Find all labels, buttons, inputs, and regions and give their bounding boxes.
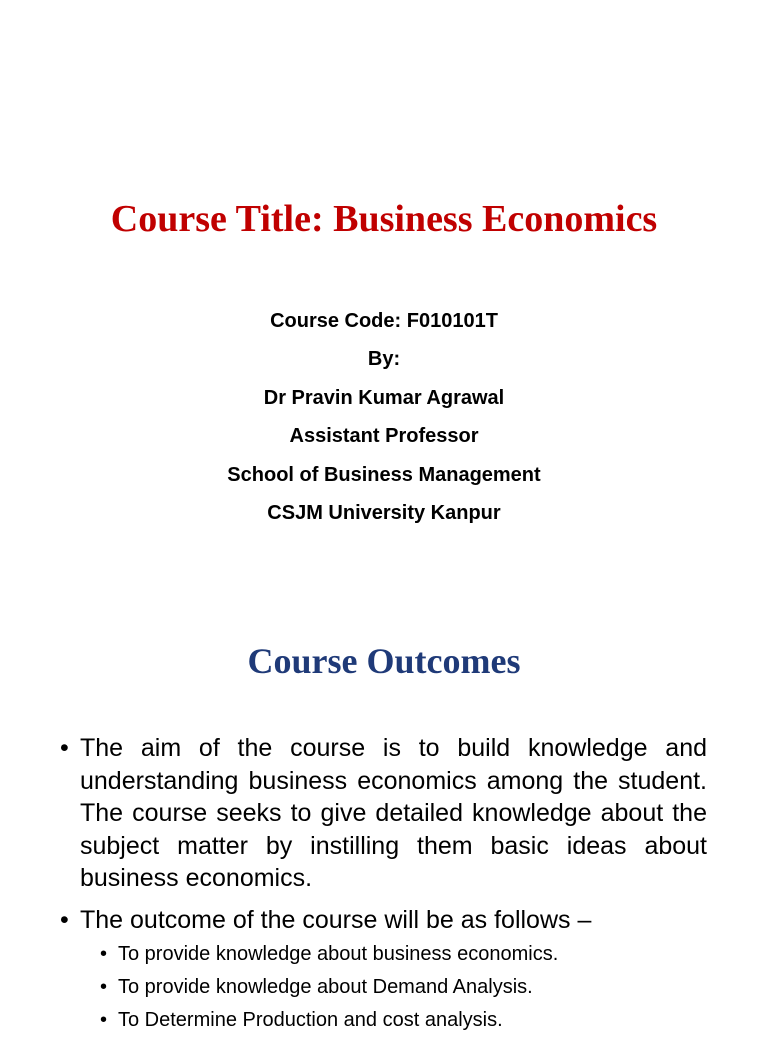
sub-list-item: [60, 1004, 707, 1037]
bullet-text: The aim of the course is to build knowledge and understanding business economics among the student. The course seeks to give detailed knowledge about the subject matter by instilling them basic ideas about business economics.: [80, 734, 707, 892]
sub-bullet-text: To provide knowledge about business economics.: [118, 943, 559, 965]
sub-list: [60, 938, 707, 1037]
sub-list-item: [60, 938, 707, 971]
list-item: [60, 732, 707, 895]
sub-bullet-text: To provide knowledge about Demand Analysis.: [118, 976, 533, 998]
bullet-icon: •: [60, 734, 69, 762]
bullet-icon: •: [100, 976, 108, 998]
bullet-icon: •: [100, 943, 108, 965]
course-title: Course Title: Business Economics: [110, 198, 658, 240]
bullet-icon: •: [60, 905, 69, 934]
university: CSJM University Kanpur: [267, 501, 501, 524]
bullet-icon: •: [100, 1009, 108, 1031]
outcomes-list: [60, 732, 707, 1037]
course-code: Course Code: F010101T: [270, 310, 498, 332]
sub-bullet-text: To Determine Production and cost analysis.: [118, 1009, 503, 1031]
outcomes-title: Course Outcomes: [247, 641, 521, 681]
department: School of Business Management: [227, 463, 541, 486]
by-label: By:: [367, 348, 401, 371]
sub-list-item: [60, 971, 707, 1004]
list-item: [60, 904, 707, 937]
author-designation: Assistant Professor: [289, 425, 479, 448]
course-details: [84, 306, 684, 536]
outcomes-slide: [0, 576, 768, 1031]
author-name: Dr Pravin Kumar Agrawal: [263, 386, 505, 409]
bullet-text: The outcome of the course will be as follows –: [80, 905, 592, 934]
